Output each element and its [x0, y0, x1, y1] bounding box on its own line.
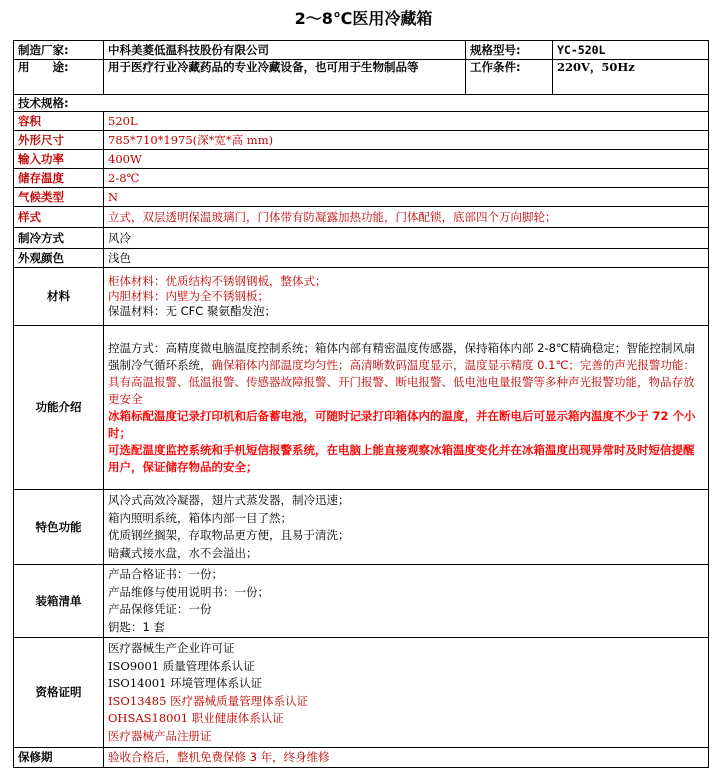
storage-temp-label: 储存温度 — [14, 169, 104, 188]
function-cell — [104, 326, 709, 490]
color-row — [14, 249, 709, 268]
material-row — [14, 268, 709, 326]
tech-spec-label: 技术规格: — [14, 95, 709, 112]
function-red-text: 确保箱体内部温度均匀性；高清晰数码温度显示，温度显示精度 0.1℃；完善的声光报警功能：具有高温报警、低温报警、传感器故障报警、开门报警、断电报警、低电池电量报警等多种声光报警功能，物品存放更安全 — [108, 357, 695, 406]
usage-value: 用于医疗行业冷藏药品的专业冷藏设备，也可用于生物制品等 — [104, 60, 466, 95]
capacity-label: 容积 — [14, 112, 104, 131]
function-text: 控温方式：高精度微电脑温度控制系统；箱体内部有精密温度传感器，保持箱体内部 2-8℃精确稳定；智能控制风扇强制冷气循环系统， — [108, 340, 696, 372]
style-row — [14, 207, 709, 228]
page-title: 2～8℃医用冷藏箱 — [294, 9, 433, 28]
material-line: 保温材料：无 CFC 聚氨酯发泡； — [108, 304, 276, 318]
cert-line: ISO13485 医疗器械质量管理体系认证 — [108, 693, 309, 708]
usage-row — [14, 60, 709, 95]
dimensions-row — [14, 131, 709, 150]
packing-cell — [104, 565, 709, 638]
style-label: 样式 — [14, 207, 104, 228]
feature-line: 风冷式高效冷凝器，翅片式蒸发器，制冷迅速； — [108, 493, 350, 507]
function-bold-text: 可选配温度监控系统和手机短信报警系统，在电脑上能直接观察冰箱温度变化并在冰箱温度出现异常时及时短信提醒用户，保证储存物品的安全； — [108, 442, 695, 474]
cert-line: ISO14001 环境管理体系认证 — [108, 676, 263, 690]
tech-spec-row — [14, 95, 709, 112]
function-label: 功能介绍 — [14, 326, 104, 490]
material-cell — [104, 268, 709, 326]
packing-line: 产品合格证书：一份； — [108, 567, 223, 581]
manufacturer-value: 中科美菱低温科技股份有限公司 — [104, 41, 466, 60]
cert-line: OHSAS18001 职业健康体系认证 — [108, 711, 284, 725]
material-line: 柜体材料：优质结构不锈钢钢板，整体式； — [108, 274, 327, 288]
color-value: 浅色 — [104, 249, 709, 268]
function-row — [14, 326, 709, 490]
features-cell — [104, 490, 709, 565]
dimensions-label: 外形尺寸 — [14, 131, 104, 150]
manufacturer-label: 制造厂家: — [14, 41, 104, 60]
material-label: 材料 — [14, 268, 104, 326]
model-value: YC-520L — [553, 41, 709, 60]
packing-row — [14, 565, 709, 638]
cert-line: ISO9001 质量管理体系认证 — [108, 658, 255, 673]
cooling-label: 制冷方式 — [14, 228, 104, 249]
color-label: 外观颜色 — [14, 249, 104, 268]
manufacturer-row — [14, 41, 709, 60]
capacity-row — [14, 112, 709, 131]
features-label: 特色功能 — [14, 490, 104, 565]
packing-line: 产品维修与使用说明书：一份； — [108, 584, 269, 599]
certs-cell — [104, 638, 709, 748]
power-value: 400W — [104, 150, 709, 169]
cert-line: 医疗器械生产企业许可证 — [108, 641, 235, 655]
capacity-value: 520L — [104, 112, 709, 131]
features-row — [14, 490, 709, 565]
climate-label: 气候类型 — [14, 188, 104, 207]
certs-label: 资格证明 — [14, 638, 104, 748]
cert-line: 医疗器械产品注册证 — [108, 728, 212, 743]
function-bold-text: 冰箱标配温度记录打印机和后备蓄电池，可随时记录打印箱体内的温度，并在断电后可显示箱内温度不少于 72 个小时； — [108, 408, 696, 440]
warranty-row — [14, 748, 709, 768]
dimensions-value: 785*710*1975(深*宽*高 mm) — [104, 131, 709, 150]
model-label: 规格型号: — [466, 41, 553, 60]
storage-temp-row — [14, 169, 709, 188]
feature-line: 箱内照明系统，箱体内部一目了然； — [108, 510, 292, 525]
climate-row — [14, 188, 709, 207]
climate-value: N — [104, 188, 709, 207]
condition-label: 工作条件: — [466, 60, 553, 95]
packing-line: 产品保修凭证：一份 — [108, 602, 212, 616]
material-line: 内胆材料：内壁为全不锈钢板； — [108, 289, 269, 303]
feature-line: 优质钢丝搁架，存取物品更方便，且易于清洗； — [108, 528, 350, 542]
warranty-label: 保修期 — [14, 748, 104, 768]
spec-table — [13, 40, 709, 768]
storage-temp-value: 2-8℃ — [104, 169, 709, 188]
cooling-value: 风冷 — [104, 228, 709, 249]
power-label: 输入功率 — [14, 150, 104, 169]
packing-line: 钥匙：1 套 — [108, 619, 165, 634]
condition-value: 220V，50Hz — [553, 60, 709, 95]
feature-line: 暗藏式接水盘，水不会溢出； — [108, 545, 258, 560]
certs-row — [14, 638, 709, 748]
power-row — [14, 150, 709, 169]
style-value: 立式，双层透明保温玻璃门，门体带有防凝露加热功能，门体配锁，底部四个万向脚轮； — [104, 207, 709, 228]
packing-label: 装箱清单 — [14, 565, 104, 638]
usage-label: 用 途: — [14, 60, 104, 95]
warranty-value: 验收合格后，整机免费保修 3 年，终身维修 — [104, 748, 709, 768]
cooling-row — [14, 228, 709, 249]
